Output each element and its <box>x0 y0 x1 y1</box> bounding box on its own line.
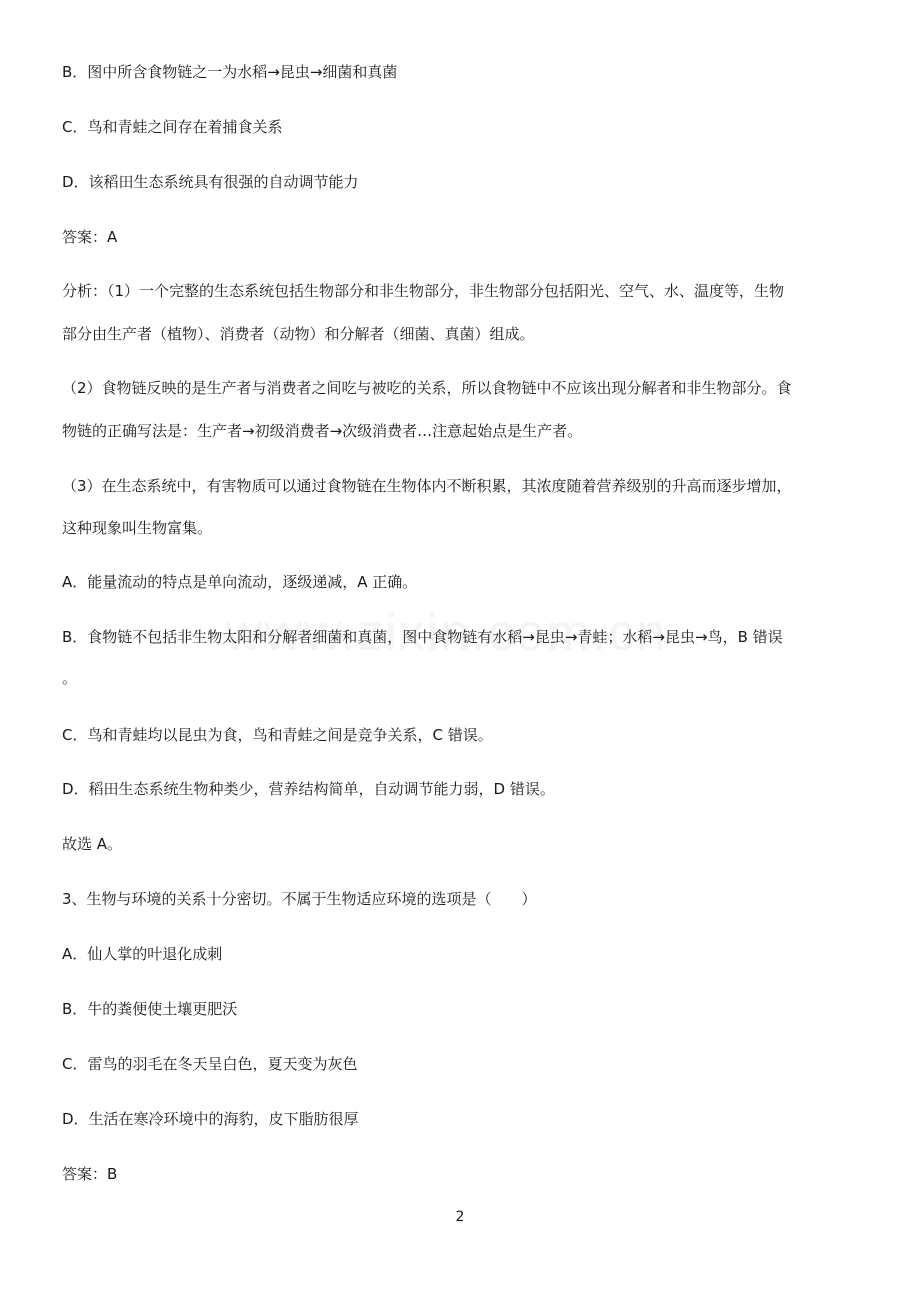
text-line: 答案：A <box>62 228 118 246</box>
text-line: （3）在生态系统中，有害物质可以通过食物链在生物体内不断积累，其浓度随着营养级别的升高而逐步增加， <box>62 477 792 495</box>
text-line: A．仙人掌的叶退化成刺 <box>62 945 223 963</box>
page-number: 2 <box>455 1209 465 1225</box>
text-line: D．该稻田生态系统具有很强的自动调节能力 <box>62 173 359 191</box>
text-line: 这种现象叫生物富集。 <box>62 519 213 537</box>
text-line: C．鸟和青蛙之间存在着捕食关系 <box>62 118 283 136</box>
text-line: 。 <box>62 669 78 687</box>
text-line: 物链的正确写法是：生产者→初级消费者→次级消费者…注意起始点是生产者。 <box>62 422 583 440</box>
text-line: A．能量流动的特点是单向流动，逐级递减，A 正确。 <box>62 573 418 591</box>
text-line: 故选 A。 <box>62 835 123 853</box>
text-line: 答案：B <box>62 1165 118 1183</box>
text-line: C．雷鸟的羽毛在冬天呈白色，夏天变为灰色 <box>62 1055 358 1073</box>
text-line: 部分由生产者（植物）、消费者（动物）和分解者（细菌、真菌）组成。 <box>62 325 535 343</box>
text-line: B．图中所含食物链之一为水稻→昆虫→细菌和真菌 <box>62 63 398 81</box>
text-line: D．生活在寒冷环境中的海豹，皮下脂肪很厚 <box>62 1110 359 1128</box>
text-line: B．牛的粪便使土壤更肥沃 <box>62 1000 238 1018</box>
text-line: D．稻田生态系统生物种类少，营养结构简单，自动调节能力弱，D 错误。 <box>62 780 555 798</box>
text-line: B．食物链不包括非生物太阳和分解者细菌和真菌，图中食物链有水稻→昆虫→青蛙；水稻→昆虫→鸟，B 错误 <box>62 628 783 646</box>
text-line: 3、生物与环境的关系十分密切。不属于生物适应环境的选项是（ ） <box>62 890 537 908</box>
text-line: （2）食物链反映的是生产者与消费者之间吃与被吃的关系，所以食物链中不应该出现分解者和非生物部分。食 <box>62 379 792 397</box>
text-line: 分析：（1）一个完整的生态系统包括生物部分和非生物部分，非生物部分包括阳光、空气、水、温度等，生物 <box>62 282 785 300</box>
text-line: C．鸟和青蛙均以昆虫为食，鸟和青蛙之间是竞争关系，C 错误。 <box>62 726 493 744</box>
